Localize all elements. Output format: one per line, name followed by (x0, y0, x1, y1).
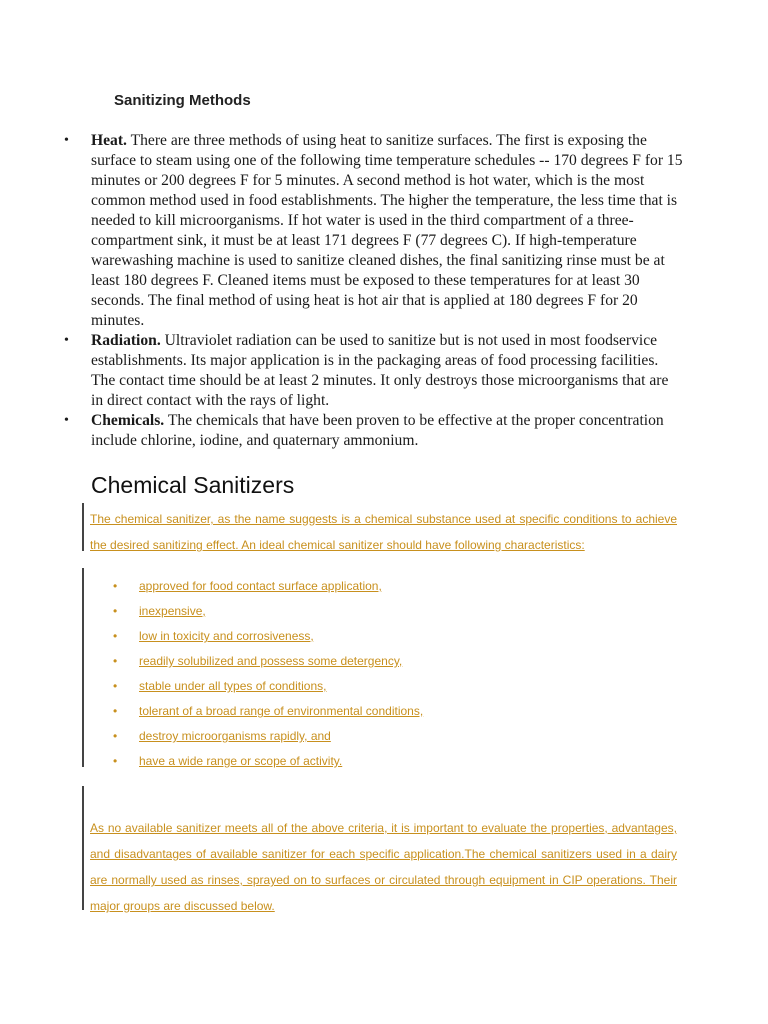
characteristic-item[interactable] (113, 623, 613, 648)
characteristic-text[interactable]: approved for food contact surface application, (139, 579, 382, 593)
characteristic-item[interactable] (113, 748, 613, 773)
bullet-icon: • (113, 754, 118, 768)
method-term: Chemicals. (91, 412, 165, 429)
revision-bar (82, 503, 84, 551)
bullet-icon: • (113, 629, 118, 643)
outro-link-text[interactable]: As no available sanitizer meets all of the above criteria, it is important to evaluate the properties, advantages, and disadvantages of available sanitizer for each specific application.The chemical sanitizers used in a dairy are normally used as rinses, sprayed on to surfaces or circulated through equipment in CIP operations. Their major groups are discussed below. (90, 821, 677, 913)
method-item-heat (64, 131, 684, 331)
characteristics-list (113, 573, 613, 773)
method-term: Heat. (91, 132, 127, 149)
characteristic-text[interactable]: tolerant of a broad range of environmental conditions, (139, 704, 424, 718)
method-text: Ultraviolet radiation can be used to sanitize but is not used in most foodservice establishments. Its major application is in the packaging areas of food processing facilities. The contact time should be at least 2 minutes. It only destroys those microorganisms that are in direct contact with the rays of light. (91, 332, 669, 409)
page-title: Sanitizing Methods (114, 92, 251, 109)
chemical-sanitizer-intro[interactable] (90, 506, 677, 558)
characteristic-item[interactable] (113, 673, 613, 698)
bullet-icon: • (113, 704, 118, 718)
chemical-sanitizers-heading: Chemical Sanitizers (91, 472, 295, 498)
characteristic-item[interactable] (113, 573, 613, 598)
bullet-icon: • (113, 729, 118, 743)
characteristic-text[interactable]: destroy microorganisms rapidly, and (139, 729, 331, 743)
sanitizer-evaluation-paragraph[interactable] (90, 815, 677, 919)
characteristic-text[interactable]: inexpensive, (139, 604, 206, 618)
bullet-icon: • (113, 604, 118, 618)
method-item-chemicals (64, 411, 684, 451)
bullet-icon: • (64, 333, 69, 348)
revision-bar (82, 786, 84, 910)
characteristic-text[interactable]: have a wide range or scope of activity. (139, 754, 343, 768)
characteristic-item[interactable] (113, 723, 613, 748)
bullet-icon: • (113, 679, 118, 693)
revision-bar (82, 568, 84, 767)
characteristic-item[interactable] (113, 598, 613, 623)
bullet-icon: • (64, 413, 69, 428)
sanitizing-methods-list (64, 131, 684, 451)
method-text: The chemicals that have been proven to be effective at the proper concentration include chlorine, iodine, and quaternary ammonium. (91, 412, 664, 449)
method-term: Radiation. (91, 332, 161, 349)
bullet-icon: • (113, 579, 118, 593)
bullet-icon: • (64, 133, 69, 148)
characteristic-text[interactable]: stable under all types of conditions, (139, 679, 327, 693)
characteristic-text[interactable]: low in toxicity and corrosiveness, (139, 629, 314, 643)
characteristic-item[interactable] (113, 648, 613, 673)
characteristic-text[interactable]: readily solubilized and possess some detergency, (139, 654, 403, 668)
characteristic-item[interactable] (113, 698, 613, 723)
method-text: There are three methods of using heat to sanitize surfaces. The first is exposing the surface to steam using one of the following time temperature schedules -- 170 degrees F for 15 minutes or 200 degrees F for 5 minutes. A second method is hot water, which is the most common method used in food establishments. The higher the temperature, the less time that is needed to kill microorganisms. If hot water is used in the third compartment of a three-compartment sink, it must be at least 171 degrees F (77 degrees C). If high-temperature warewashing machine is used to sanitize cleaned dishes, the final sanitizing rinse must be at least 180 degrees F. Cleaned items must be exposed to these temperatures for at least 30 seconds. The final method of using heat is hot air that is applied at 180 degrees F for 20 minutes. (91, 132, 683, 329)
bullet-icon: • (113, 654, 118, 668)
method-item-radiation (64, 331, 684, 411)
intro-link-text[interactable]: The chemical sanitizer, as the name suggests is a chemical substance used at specific conditions to achieve the desired sanitizing effect. An ideal chemical sanitizer should have following characteristics: (90, 512, 677, 552)
